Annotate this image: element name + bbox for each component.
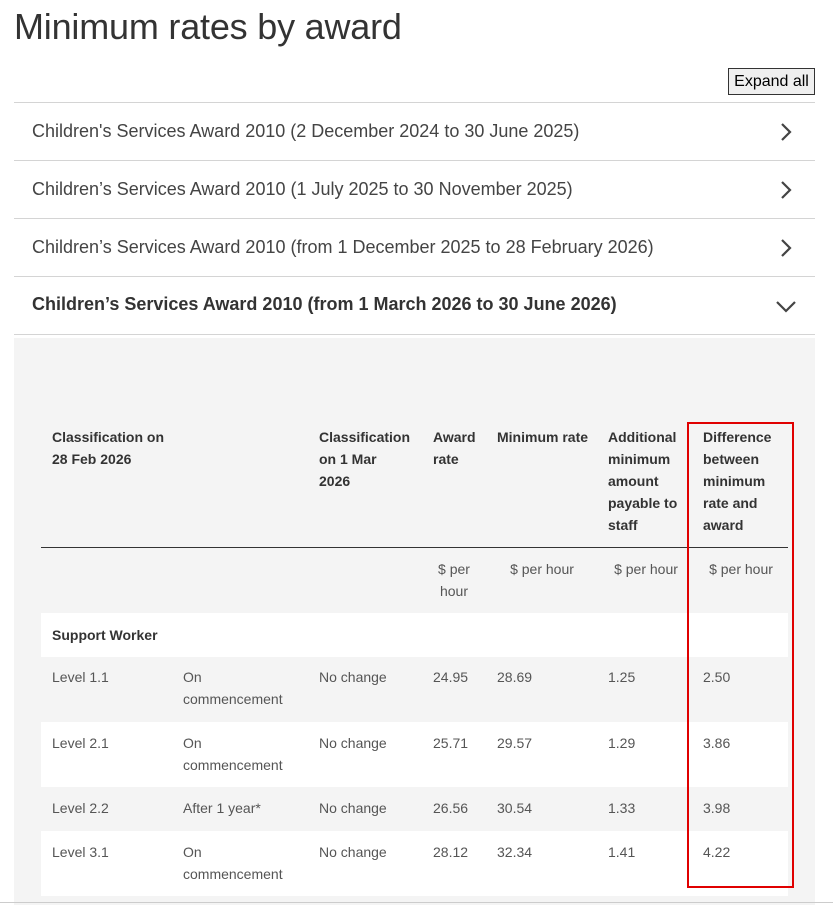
cell-award-rate: 26.56 [433,800,469,816]
chevron-right-icon [775,121,797,143]
header-classification-feb: Classification on 28 Feb 2026 [52,429,165,467]
cell-step: On commencement [183,669,283,707]
cell-minimum-rate: 29.57 [497,735,533,751]
page-bottom-divider [0,902,833,903]
table-row [41,657,788,722]
accordion-item-dec2025[interactable] [14,218,815,276]
cell-award-rate: 25.71 [433,735,469,751]
cell-step: On commencement [183,735,283,773]
accordion-item-label: Children’s Services Award 2010 (from 1 March 2026 to 30 June 2026) [32,294,617,314]
cell-classification-mar: No change [319,844,387,860]
unit-award-rate: $ per hour [438,561,470,599]
cell-level: Level 2.2 [52,800,109,816]
group-label: Support Worker [52,627,158,643]
unit-minimum-rate: $ per hour [510,561,574,577]
cell-additional: 1.41 [608,844,636,860]
header-minimum-rate: Minimum rate [497,429,589,445]
table-row [41,787,788,831]
cell-additional: 1.25 [608,669,636,685]
chevron-right-icon [775,237,797,259]
cell-classification-mar: No change [319,735,387,751]
unit-difference: $ per hour [709,561,773,577]
expand-all-button[interactable]: Expand all [728,68,815,95]
cell-additional: 1.29 [608,735,636,751]
accordion-item-jul2025[interactable] [14,160,815,218]
cell-step: On commencement [183,844,283,882]
cell-difference: 2.50 [703,669,731,685]
cell-minimum-rate: 32.34 [497,844,533,860]
accordion-item-label: Children’s Services Award 2010 (1 July 2025 to 30 November 2025) [32,179,573,199]
cell-difference: 4.22 [703,844,731,860]
cell-difference: 3.98 [703,800,731,816]
cell-difference: 3.86 [703,735,731,751]
cell-level: Level 1.1 [52,669,109,685]
unit-additional: $ per hour [614,561,678,577]
accordion-item-label: Children's Services Award 2010 (2 December 2024 to 30 June 2025) [32,121,580,141]
award-accordion [14,102,815,335]
cell-award-rate: 28.12 [433,844,469,860]
cell-classification-mar: No change [319,669,387,685]
accordion-item-mar2026[interactable] [14,276,815,335]
chevron-right-icon [775,179,797,201]
cell-level: Level 2.1 [52,735,109,751]
cell-step: After 1 year* [183,800,261,816]
header-additional: Additional minimum amount payable to staff [608,429,678,533]
difference-column-highlight [687,422,794,888]
cell-minimum-rate: 28.69 [497,669,533,685]
cell-additional: 1.33 [608,800,636,816]
header-difference: Difference between minimum rate and award [703,429,772,533]
cell-award-rate: 24.95 [433,669,469,685]
accordion-item-label: Children’s Services Award 2010 (from 1 December 2025 to 28 February 2026) [32,237,654,257]
table-row [41,831,788,896]
chevron-down-icon [775,295,797,317]
header-classification-mar: Classification on 1 Mar 2026 [319,429,411,489]
header-divider [41,547,788,548]
cell-classification-mar: No change [319,800,387,816]
header-award-rate: Award rate [433,429,476,467]
table-row [41,722,788,787]
cell-level: Level 3.1 [52,844,109,860]
page-title: Minimum rates by award [14,6,402,47]
cell-minimum-rate: 30.54 [497,800,533,816]
table-group-row [41,613,788,657]
accordion-item-dec2024[interactable] [14,102,815,160]
